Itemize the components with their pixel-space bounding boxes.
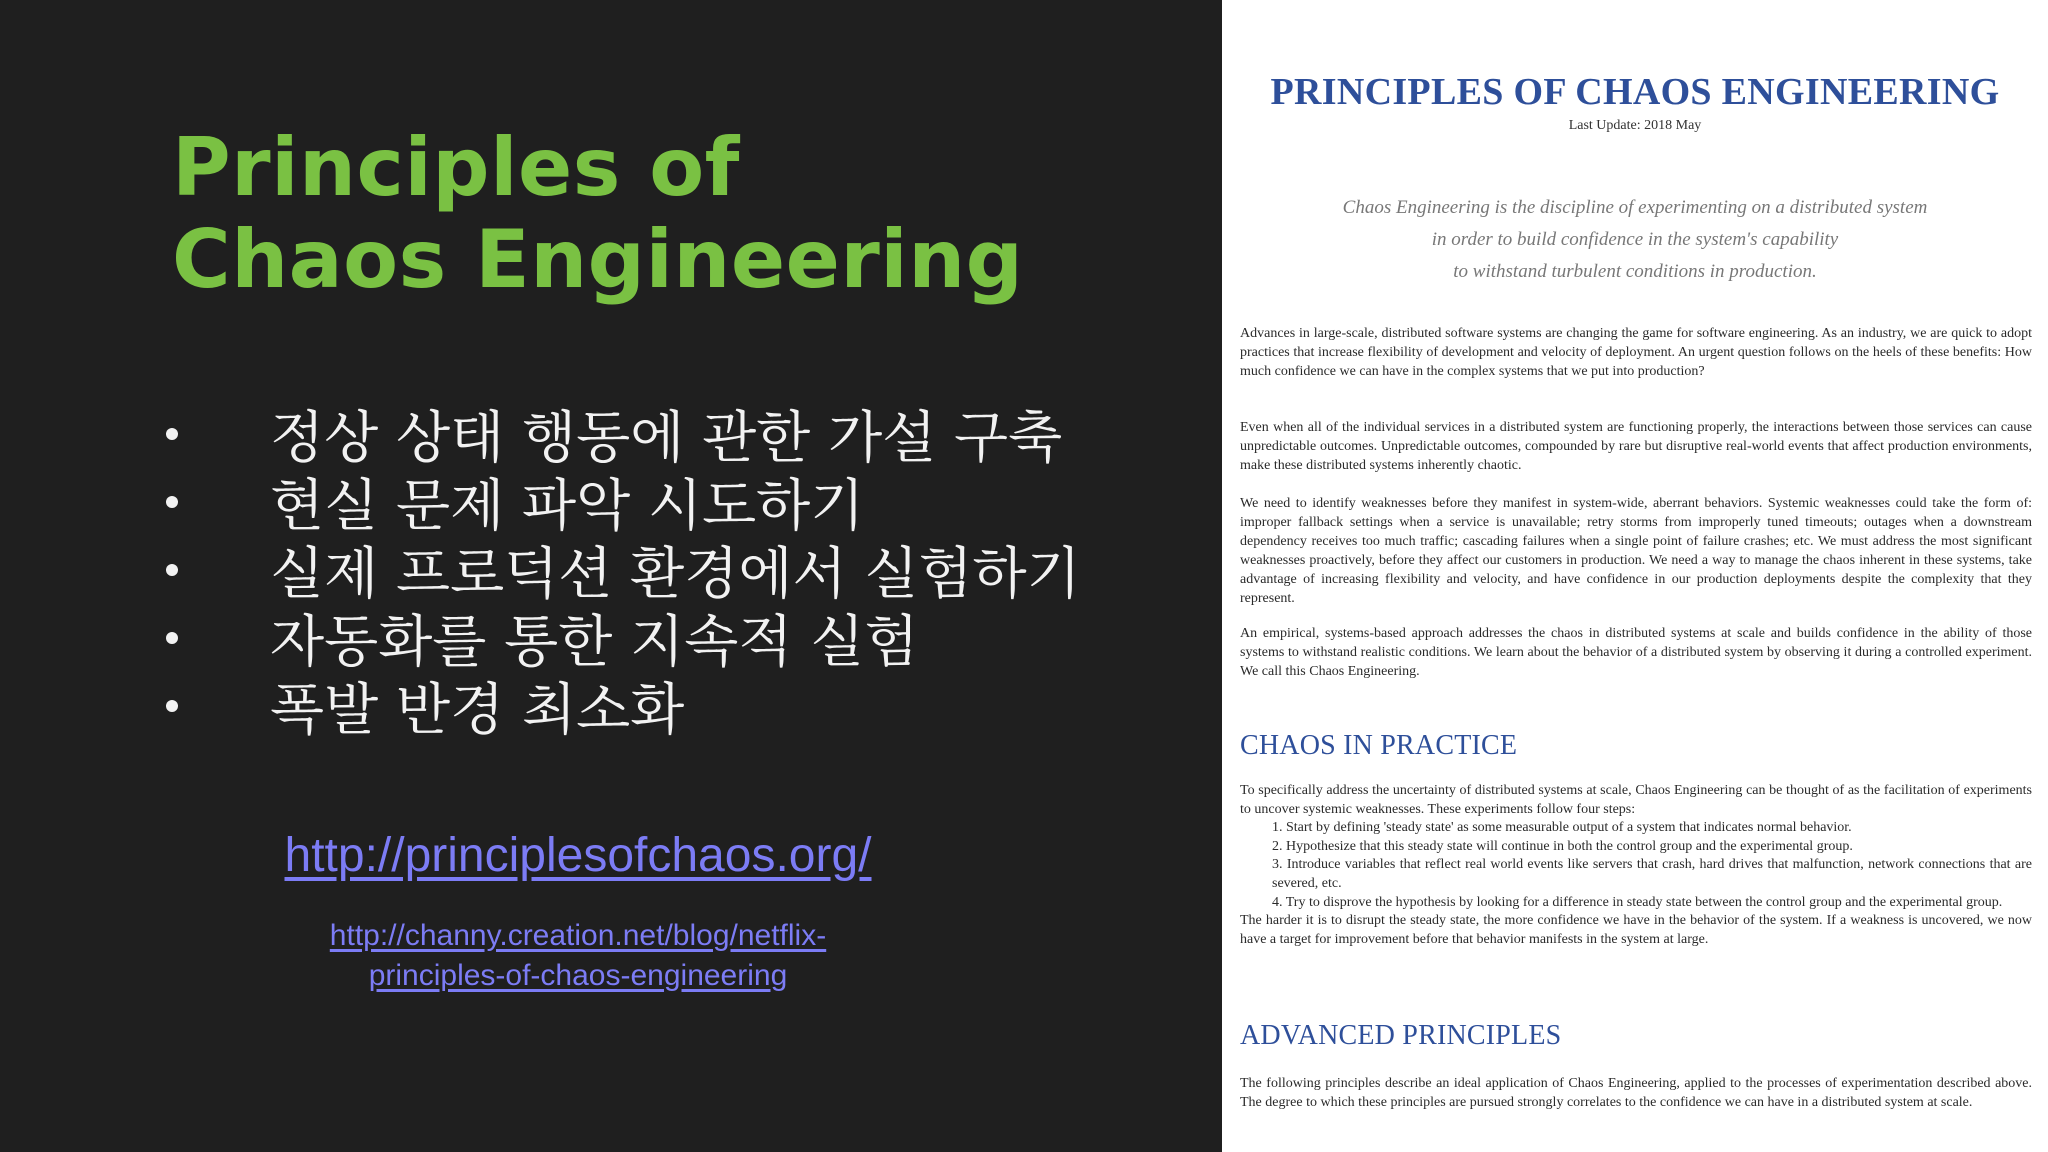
section-tail: The harder it is to disrupt the steady state, the more confidence we have in the behavior of the system. If a weakness is uncovered, we now have a target for improvement before that behavior manifests in the system at large. <box>1240 913 2032 947</box>
slide-title-line-1: Principles of <box>172 121 740 214</box>
bullet-dot-icon <box>166 564 178 576</box>
bullet-text: 폭발 반경 최소화 <box>270 678 685 743</box>
bullet-text: 실제 프로덕션 환경에서 실험하기 <box>270 542 1081 607</box>
chaos-in-practice-body <box>1240 782 2032 949</box>
document-paragraph-1: Advances in large-scale, distributed software systems are changing the game for software engineering. As an industry, we are quick to adopt practices that increase flexibility of development and velocity of deployment. An urgent question follows on the heels of these benefits: How much confidence we can have in the complex systems that we put into production? <box>1240 326 2032 379</box>
bullet-text: 자동화를 통한 지속적 실험 <box>270 610 919 675</box>
blog-link-line-1[interactable]: http://channy.creation.net/blog/netflix- <box>329 919 827 952</box>
section-heading-advanced-principles: ADVANCED PRINCIPLES <box>1240 1020 1562 1051</box>
step-item: 4. Try to disprove the hypothesis by looking for a difference in steady state between the control group and the experimental group. <box>1272 894 2003 910</box>
bullet-item <box>166 672 1081 743</box>
bullet-item <box>166 536 1081 607</box>
document-last-update: Last Update: 2018 May <box>1568 118 1702 133</box>
document-title: PRINCIPLES OF CHAOS ENGINEERING <box>1270 71 2000 113</box>
document-paragraph-4: An empirical, systems-based approach addresses the chaos in distributed systems at scale and builds confidence in the ability of those systems to withstand realistic conditions. We learn about the behavior of a distributed system by observing it during a controlled experiment. We call this Chaos Engineering. <box>1240 626 2032 679</box>
slide-title-line-2: Chaos Engineering <box>172 213 1024 306</box>
bullet-dot-icon <box>166 700 178 712</box>
bullet-item <box>166 400 1081 471</box>
section-lead: To specifically address the uncertainty of distributed systems at scale, Chaos Engineering can be thought of as the facilitation of experiments to uncover systemic weaknesses. These experiments follow four steps: <box>1240 783 2032 817</box>
bullet-item <box>166 604 1081 675</box>
document-screenshot <box>1222 0 2048 1152</box>
document-paragraph-2: Even when all of the individual services in a distributed system are functioning properly, the interactions between those services can cause unpredictable outcomes. Unpredictable outcomes, compounded by rare but disruptive real-world events that affect production environments, make these distributed systems inherently chaotic. <box>1240 420 2032 473</box>
step-item: 3. Introduce variables that reflect real world events like servers that crash, hard drives that malfunction, network connections that are severed, etc. <box>1272 857 2032 891</box>
bullet-item <box>166 468 1081 539</box>
step-item: 2. Hypothesize that this steady state will continue in both the control group and the experimental group. <box>1272 838 1853 854</box>
document-quote <box>1222 192 2048 288</box>
section-heading-chaos-in-practice: CHAOS IN PRACTICE <box>1240 730 1518 761</box>
bullet-text: 정상 상태 행동에 관한 가설 구축 <box>270 406 1063 471</box>
bullet-text: 현실 문제 파악 시도하기 <box>270 474 865 539</box>
bullet-list <box>166 400 1081 743</box>
quote-line-1: Chaos Engineering is the discipline of experimenting on a distributed system <box>1342 197 1928 218</box>
blog-link-line-2[interactable]: principles-of-chaos-engineering <box>368 959 788 992</box>
bullet-dot-icon <box>166 496 178 508</box>
step-item: 1. Start by defining 'steady state' as some measurable output of a system that indicates normal behavior. <box>1272 820 1852 836</box>
slide-title <box>172 122 1023 306</box>
bullet-dot-icon <box>166 428 178 440</box>
advanced-principles-paragraph: The following principles describe an ideal application of Chaos Engineering, applied to the processes of experimentation described above. The degree to which these principles are pursued strongly correlates to the confidence we can have in a distributed system at scale. <box>1240 1076 2032 1110</box>
blog-link[interactable] <box>0 916 1156 996</box>
principles-link[interactable]: http://principlesofchaos.org/ <box>284 829 872 882</box>
bullet-dot-icon <box>166 632 178 644</box>
quote-line-2: in order to build confidence in the system's capability <box>1431 229 1839 250</box>
document-paragraph-3: We need to identify weaknesses before they manifest in system-wide, aberrant behaviors. Systemic weaknesses could take the form of: improper fallback settings when a service is unavailable; retry storms from improperly tuned timeouts; outages when a downstream dependency receives too much traffic; cascading failures when a single point of failure crashes; etc. We must address the most significant weaknesses proactively, before they affect our customers in production. We need a way to manage the chaos inherent in these systems, take advantage of increasing flexibility and velocity, and have confidence in our production deployments despite the complexity that they represent. <box>1240 496 2032 606</box>
quote-line-3: to withstand turbulent conditions in production. <box>1453 261 1817 282</box>
